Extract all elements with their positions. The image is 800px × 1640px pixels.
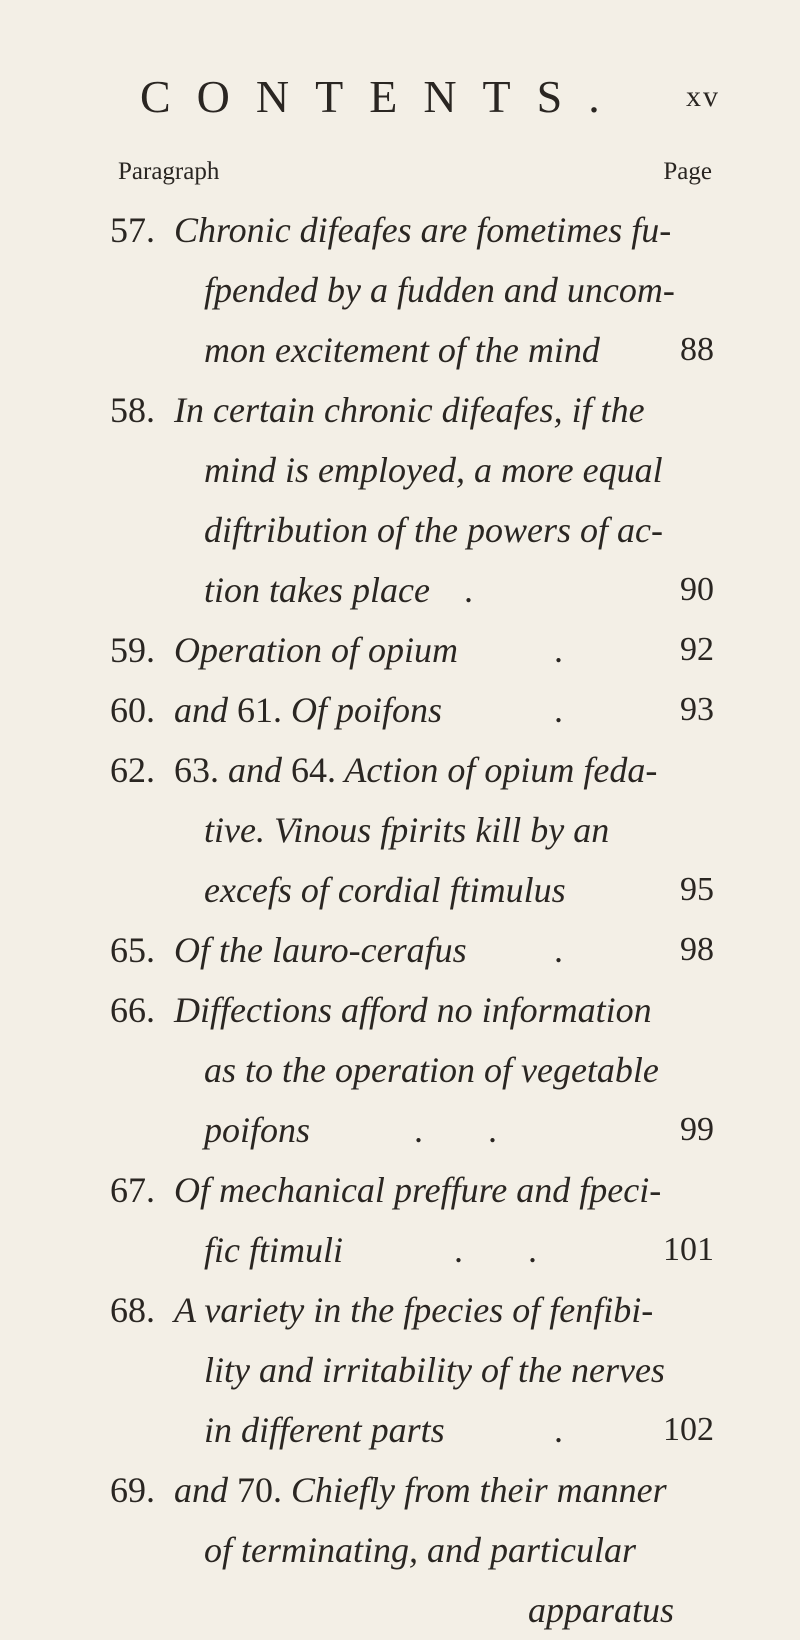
paragraph-number: 57. (110, 210, 155, 250)
paragraph-number-3: 64. (291, 750, 336, 790)
page-header (140, 70, 720, 130)
page-number: 95 (680, 871, 714, 908)
contents-entry-58 (110, 380, 714, 620)
entry-line-text: Action of opium feda- (344, 750, 658, 790)
entry-line-text: poifons (204, 1110, 311, 1150)
entry-line (174, 1220, 714, 1280)
entry-line: as to the operation of vegetable (204, 1050, 659, 1090)
paragraph-number: 62. (110, 750, 155, 790)
entry-line (174, 680, 714, 740)
paragraph-number: 68. (110, 1290, 155, 1330)
page-number: 101 (663, 1231, 714, 1268)
paragraph-number: 65. (110, 930, 155, 970)
page-number: 88 (680, 331, 714, 368)
paragraph-number: 66. (110, 990, 155, 1030)
column-headers (118, 158, 712, 198)
paragraph-number: 59. (110, 630, 155, 670)
leader-dots: . (554, 690, 591, 730)
contents-entry-69-70 (110, 1460, 714, 1640)
entry-line (174, 860, 714, 920)
entry-line (174, 920, 714, 980)
page-number: 90 (680, 571, 714, 608)
leader-dots: . . (454, 1230, 565, 1270)
page-number: 99 (680, 1111, 714, 1148)
entry-line (174, 1100, 714, 1160)
page-title: CONTENTS. (140, 71, 626, 122)
entry-line: of terminating, and particular (204, 1530, 636, 1570)
entry-line (174, 320, 714, 380)
paragraph-number: 58. (110, 390, 155, 430)
column-header-paragraph: Paragraph (118, 158, 220, 185)
entry-line (174, 1400, 714, 1460)
contents-entry-65 (110, 920, 714, 980)
paragraph-number: 60. (110, 690, 155, 730)
contents-entry-57 (110, 200, 714, 380)
page-number: 102 (663, 1411, 714, 1448)
contents-entry-60-61 (110, 680, 714, 740)
entry-line: Of mechanical preffure and fpeci- (174, 1170, 662, 1210)
entry-line (174, 740, 714, 800)
entry-line-text: excefs of cordial ftimulus (204, 870, 566, 910)
entry-line: diftribution of the powers of ac- (204, 510, 663, 550)
entry-line: apparatus (527, 1590, 674, 1630)
entry-line-text: Operation of opium (174, 630, 458, 670)
contents-entry-59 (110, 620, 714, 680)
entry-line (174, 560, 714, 620)
entry-line-text: in different parts (204, 1410, 445, 1450)
entry-line (174, 1460, 714, 1520)
contents-entry-67 (110, 1160, 714, 1280)
page-number: 92 (680, 631, 714, 668)
paragraph-number-2: 70. (237, 1470, 282, 1510)
and-word: and (174, 690, 228, 730)
contents-entry-62-64 (110, 740, 714, 920)
entry-line-text: Chiefly from their manner (291, 1470, 667, 1510)
entry-line: Diffections afford no information (174, 990, 652, 1030)
leader-dots: . (464, 570, 501, 610)
page-number: 93 (680, 691, 714, 728)
entry-line: tive. Vinous fpirits kill by an (204, 810, 610, 850)
entry-line: fpended by a fudden and uncom- (204, 270, 675, 310)
entry-line-text: Of the lauro-cerafus (174, 930, 467, 970)
and-word: and (228, 750, 282, 790)
entry-line (174, 620, 714, 680)
leader-dots: . . (414, 1110, 525, 1150)
entry-line-text: mon excitement of the mind (204, 330, 600, 370)
and-word: and (174, 1470, 228, 1510)
page-number: 98 (680, 931, 714, 968)
entry-line-text: tion takes place (204, 570, 430, 610)
entry-line: mind is employed, a more equal (204, 450, 663, 490)
entry-line: lity and irritability of the nerves (204, 1350, 665, 1390)
leader-dots: . (554, 630, 591, 670)
entry-line: Chronic difeafes are fometimes fu- (174, 210, 672, 250)
entry-line-text: Of poifons (291, 690, 443, 730)
contents-entry-68 (110, 1280, 714, 1460)
entry-line-text: fic ftimuli (204, 1230, 343, 1270)
leader-dots: . (554, 930, 591, 970)
paragraph-number: 67. (110, 1170, 155, 1210)
contents-entry-66 (110, 980, 714, 1160)
paragraph-number-2: 63. (174, 750, 219, 790)
roman-page-number: xv (686, 80, 720, 113)
leader-dots: . (554, 1410, 591, 1450)
paragraph-number: 69. (110, 1470, 155, 1510)
entry-line: In certain chronic difeafes, if the (174, 390, 645, 430)
entry-line: A variety in the fpecies of fenfibi- (174, 1290, 654, 1330)
paragraph-number-2: 61. (237, 690, 282, 730)
contents-list (110, 200, 714, 1640)
column-header-page: Page (663, 158, 712, 185)
